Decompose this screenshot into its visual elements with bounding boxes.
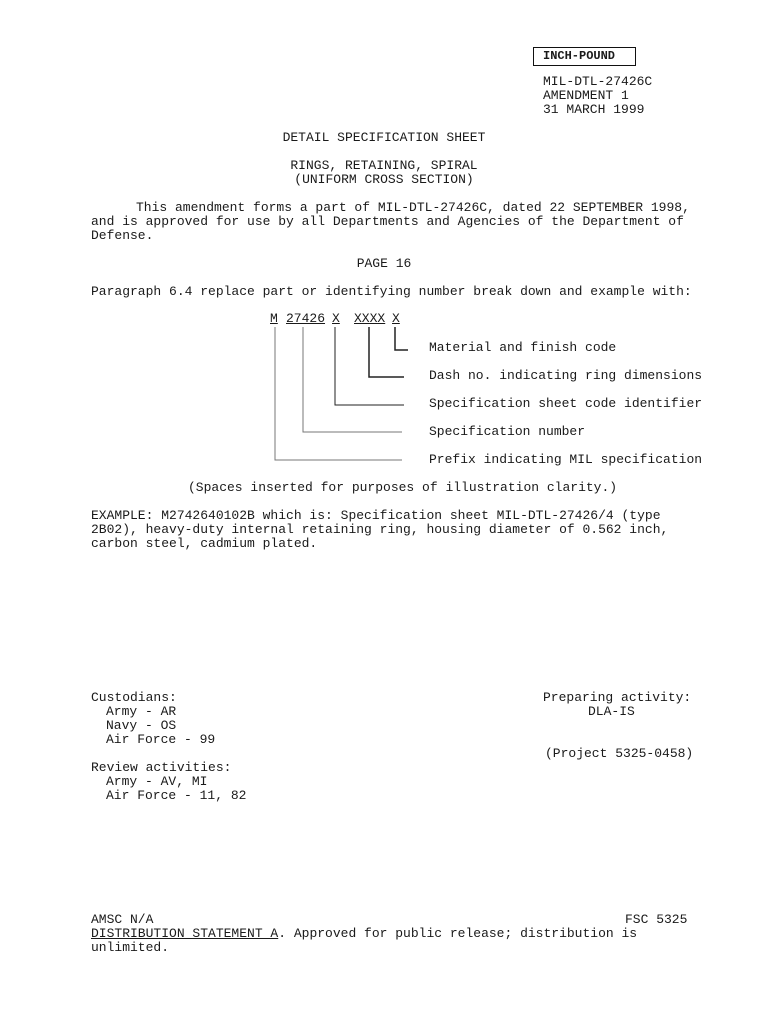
- distribution-label: DISTRIBUTION STATEMENT A: [91, 926, 279, 941]
- label-prefix: Prefix indicating MIL specification: [429, 452, 703, 467]
- custodian-navy: Navy - OS: [106, 718, 177, 733]
- part-spec-number: 27426: [286, 311, 326, 326]
- label-dash-number: Dash no. indicating ring dimensions: [429, 368, 703, 383]
- preparing-heading: Preparing activity:: [543, 690, 692, 705]
- preparing-org: DLA-IS: [588, 704, 635, 719]
- review-army: Army - AV, MI: [106, 774, 208, 789]
- example-paragraph: EXAMPLE: M2742640102B which is: Specification sheet MIL-DTL-27426/4 (type 2B02), heavy-duty internal retaining ring, housing diameter of 0.562 inch, carbon steel, cadmium plated.: [91, 508, 669, 551]
- document-id: MIL-DTL-27426C: [543, 74, 653, 89]
- sheet-title: DETAIL SPECIFICATION SHEET: [282, 130, 486, 145]
- fsc-code: FSC 5325: [625, 912, 688, 927]
- amsc-code: AMSC N/A: [91, 912, 154, 927]
- project-number: (Project 5325-0458): [545, 746, 694, 761]
- part-sheet-code: X: [332, 311, 340, 326]
- part-material-code: X: [392, 311, 400, 326]
- item-title: RINGS, RETAINING, SPIRAL: [290, 158, 478, 173]
- custodian-army: Army - AR: [106, 704, 177, 719]
- label-spec-number: Specification number: [429, 424, 586, 439]
- amendment-number: AMENDMENT 1: [543, 88, 629, 103]
- amendment-date: 31 MARCH 1999: [543, 102, 645, 117]
- part-dash-number: XXXX: [354, 311, 386, 326]
- item-subtitle: (UNIFORM CROSS SECTION): [294, 172, 474, 187]
- label-sheet-code: Specification sheet code identifier: [429, 396, 703, 411]
- custodian-air-force: Air Force - 99: [106, 732, 216, 747]
- illustration-note: (Spaces inserted for purposes of illustration clarity.): [188, 480, 618, 495]
- instruction-text: Paragraph 6.4 replace part or identifying number break down and example with:: [91, 284, 692, 299]
- label-material-finish: Material and finish code: [429, 340, 617, 355]
- distribution-statement: [91, 927, 701, 955]
- distribution-text: . Approved for public release; distribution is unlimited.: [91, 926, 638, 955]
- review-heading: Review activities:: [91, 760, 232, 775]
- part-prefix: M: [270, 311, 278, 326]
- page-label: PAGE 16: [356, 256, 412, 271]
- inch-pound-stamp: INCH-POUND: [533, 47, 636, 66]
- review-air-force: Air Force - 11, 82: [106, 788, 247, 803]
- intro-paragraph: This amendment forms a part of MIL-DTL-27426C, dated 22 SEPTEMBER 1998, and is approved for use by all Departments and Agencies of the Department of Defense.: [91, 200, 690, 243]
- custodians-heading: Custodians:: [91, 690, 177, 705]
